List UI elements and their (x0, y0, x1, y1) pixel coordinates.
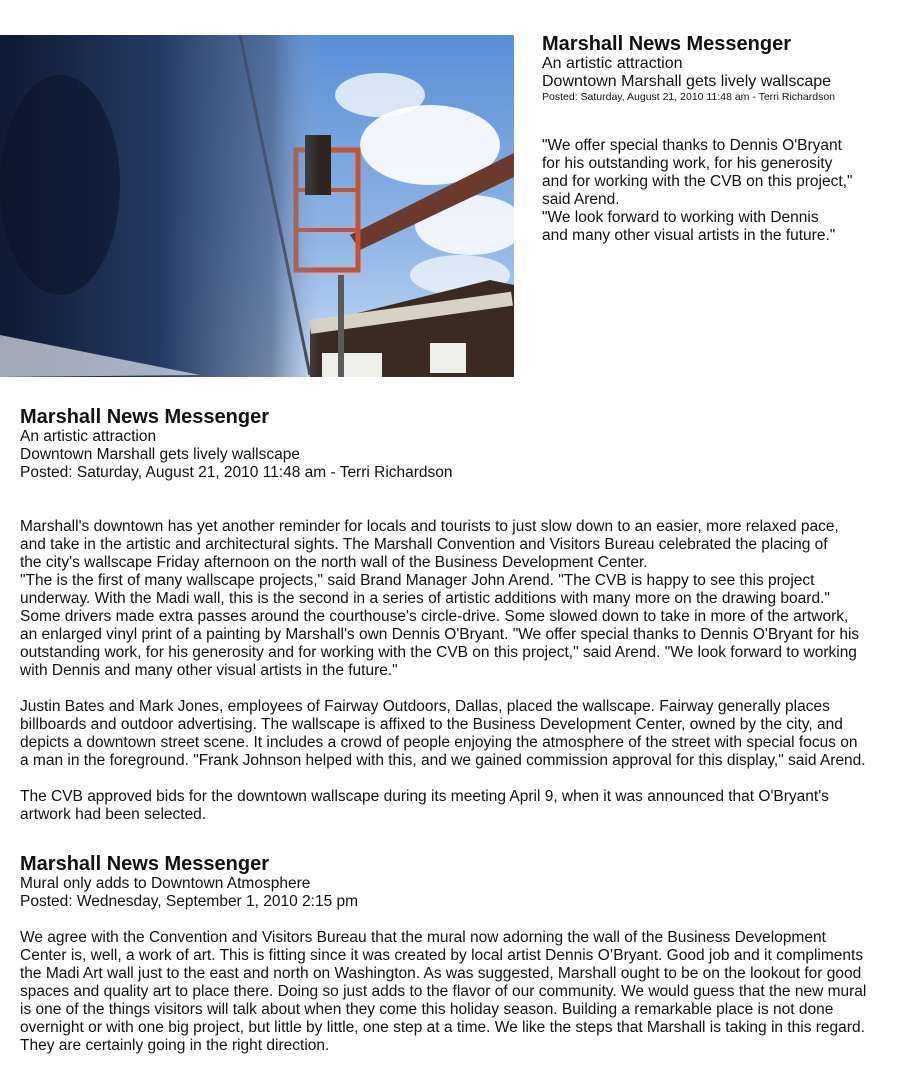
article1-paragraph: Justin Bates and Mark Jones, employees of Fairway Outdoors, Dallas, placed the wallscape. Fairway generally places billboards and outdoor advertising. The wallscape is affixed to the Business Development Center, owned by the city, and depicts a downtown street scene. It includes a crowd of people enjoying the atmosphere of the street with special focus on a man in the foreground. "Frank Johnson helped with this, and we gained commission approval for this display," said Arend. (20, 698, 866, 769)
top-headline: An artistic attraction (542, 55, 683, 72)
article2-paragraph: We agree with the Convention and Visitors Bureau that the mural now adorning the wall of the Business Development Center is, well, a work of art. This is fitting since it was created by local artist Dennis O’Bryant. Good job and it compliments the Madi Art wall just to the east and north on Washington. As was suggested, Marshall ought to be on the lookout for good spaces and quality art to place there. Doing so just adds to the flavor of our community. We would guess that the new mural is one of the things visitors will talk about when they come this holiday season. Building a remarkable place is not done overnight or with one big project, but little by little, one step at a time. We like the steps that Marshall is taking in this regard. They are certainly going in the right direction. (20, 929, 867, 1054)
article-mural-editorial (20, 853, 905, 1055)
article2-posted: Posted: Wednesday, September 1, 2010 2:15 pm (20, 893, 359, 910)
top-posted: Posted: Saturday, August 21, 2010 11:48 am - Terri Richardson (542, 91, 836, 103)
top-pull-quote: "We offer special thanks to Dennis O'Bryant for his outstanding work, for his generosity and for working with the CVB on this project," said Arend. "We look forward to working with Dennis and many other visual artists in the future." (542, 137, 853, 244)
wallscape-photo (0, 35, 514, 377)
article2-headline: Mural only adds to Downtown Atmosphere (20, 875, 311, 892)
article1-masthead: Marshall News Messenger (20, 406, 269, 428)
article1-posted: Posted: Saturday, August 21, 2010 11:48 am - Terri Richardson (20, 464, 453, 481)
article1-subhead: Downtown Marshall gets lively wallscape (20, 446, 300, 463)
top-subhead: Downtown Marshall gets lively wallscape (542, 73, 832, 90)
article2-masthead: Marshall News Messenger (20, 853, 269, 875)
top-caption-column (542, 33, 912, 245)
top-masthead: Marshall News Messenger (542, 33, 791, 55)
article1-headline: An artistic attraction (20, 428, 157, 445)
article1-paragraph: The CVB approved bids for the downtown wallscape during its meeting April 9, when it was announced that O'Bryant's artwork had been selected. (20, 788, 829, 823)
article1-paragraph: Marshall's downtown has yet another reminder for locals and tourists to just slow down to an easier, more relaxed pace, and take in the artistic and architectural sights. The Marshall Convention and Visitors Bureau celebrated the placing of the city's wallscape Friday afternoon on the north wall of the Business Development Center. "The is the first of many wallscape projects," said Brand Manager John Arend. "The CVB is happy to see this project underway. With the Madi wall, this is the second in a series of artistic additions with many more on the drawing board." Some drivers made extra passes around the courthouse's circle-drive. Some slowed down to take in more of the artwork, an enlarged vinyl print of a painting by Marshall's own Dennis O'Bryant. "We offer special thanks to Dennis O'Bryant for his outstanding work, for his generosity and for working with the CVB on this project," said Arend. "We look forward to working with Dennis and many other visual artists in the future." (20, 518, 860, 679)
article-wallscape (20, 406, 905, 824)
